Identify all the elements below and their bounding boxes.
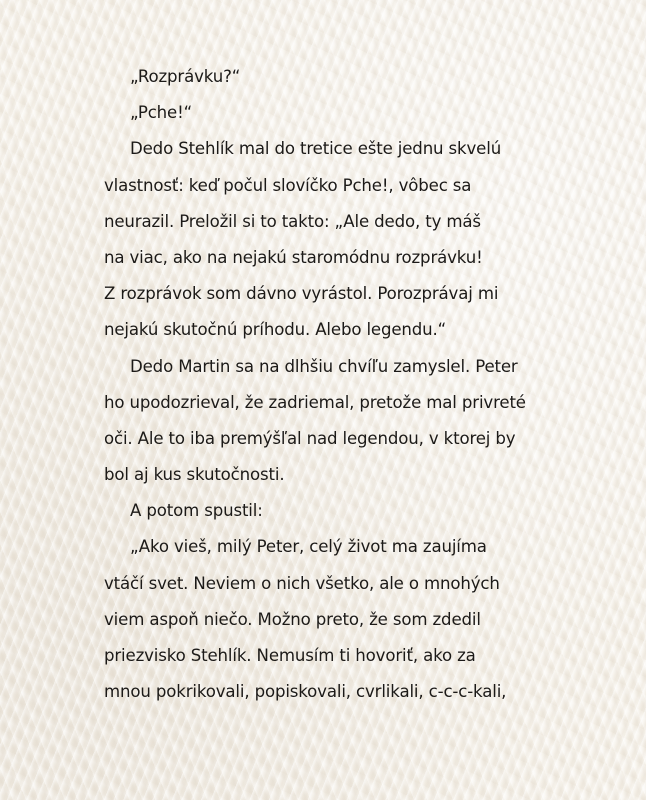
text-line-18: mnou pokrikovali, popiskovali, cvrlikali, c-c-c-kali, — [104, 682, 507, 702]
text-line-17: priezvisko Stehlík. Nemusím ti hovoriť, ako za — [104, 646, 476, 665]
text-line-2: „Pche!“ — [130, 103, 193, 123]
text-line-3: Dedo Stehlík mal do tretice ešte jednu skvelú — [130, 139, 502, 159]
text-line-10: ho upodozrieval, že zadriemal, pretože mal privreté — [104, 392, 526, 412]
text-line-11: oči. Ale to iba premýšľal nad legendou, v ktorej by — [104, 428, 516, 448]
text-line-5: neurazil. Preložil si to takto: „Ale dedo, ty máš — [104, 211, 481, 231]
text-line-16: viem aspoň niečo. Možno preto, že som zdedil — [104, 609, 481, 629]
story-text — [104, 59, 544, 710]
text-line-9: Dedo Martin sa na dlhšiu chvíľu zamyslel. Peter — [130, 356, 518, 376]
text-line-7: Z rozprávok som dávno vyrástol. Porozprávaj mi — [104, 284, 499, 304]
text-line-12: bol aj kus skutočnosti. — [104, 465, 285, 485]
text-line-4: vlastnosť: keď počul slovíčko Pche!, vôbec sa — [104, 175, 472, 195]
text-line-13: A potom spustil: — [130, 501, 263, 521]
text-line-1: „Rozprávku?“ — [130, 67, 241, 86]
text-line-6: na viac, ako na nejakú staromódnu rozprávku! — [104, 247, 483, 267]
text-line-15: vtáčí svet. Neviem o nich všetko, ale o mnohých — [104, 573, 500, 593]
text-line-8: nejakú skutočnú príhodu. Alebo legendu.“ — [104, 320, 447, 340]
text-line-14: „Ako vieš, milý Peter, celý život ma zaujíma — [130, 537, 487, 557]
